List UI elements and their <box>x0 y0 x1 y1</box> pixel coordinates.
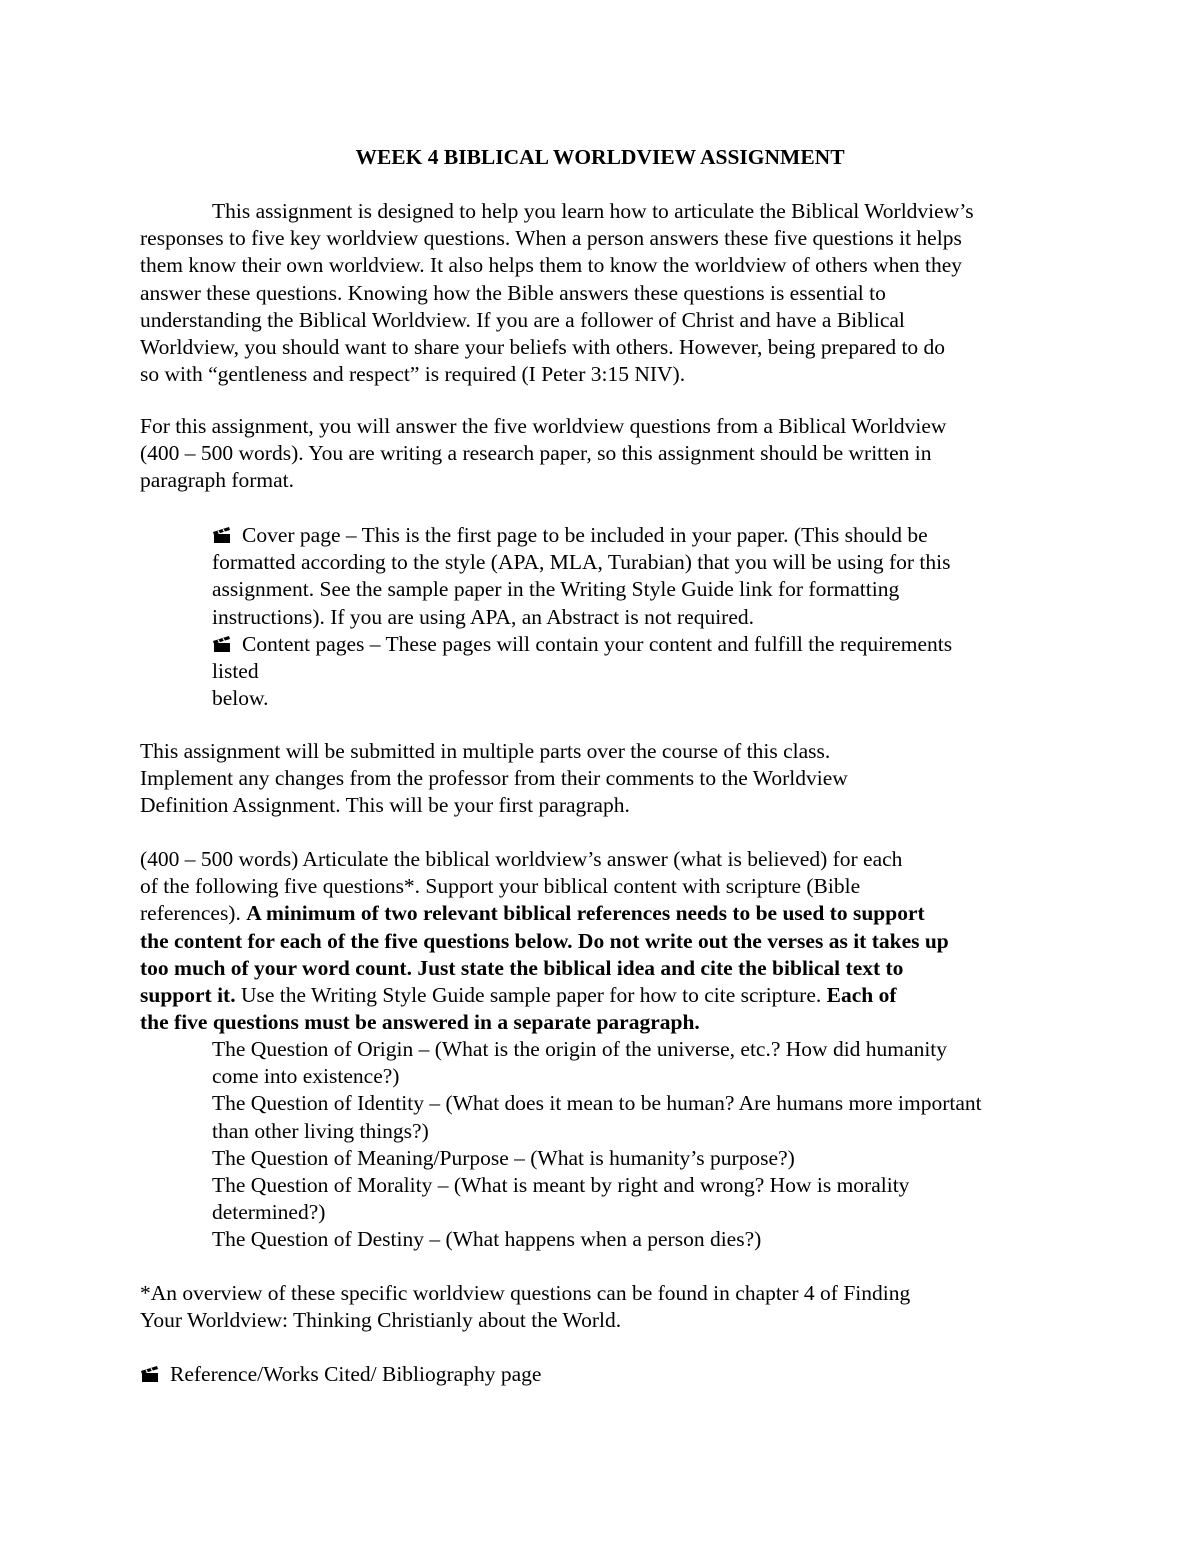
cover-page-line: instructions). If you are using APA, an Abstract is not required. <box>212 604 755 629</box>
assignment-paragraph <box>140 413 1070 495</box>
articulate-bold-line: the content for each of the five questions below. Do not write out the verses as it takes up <box>140 928 949 953</box>
articulate-line <box>140 982 1070 1009</box>
document-title: WEEK 4 BIBLICAL WORLDVIEW ASSIGNMENT <box>355 145 845 169</box>
articulate-bold-text: support it. <box>140 983 236 1008</box>
intro-line: answer these questions. Knowing how the Bible answers these questions is essential to <box>140 280 886 305</box>
content-pages-text: Content pages – These pages will contain your content and fulfill the requirements <box>242 632 953 656</box>
cover-page-line <box>212 522 1072 549</box>
articulate-bold-text: Each of <box>826 983 897 1008</box>
questions-list <box>212 1036 1072 1254</box>
question-line: than other living things?) <box>212 1118 429 1143</box>
intro-line: so with “gentleness and respect” is required (I Peter 3:15 NIV). <box>140 362 686 387</box>
question-line: The Question of Origin – (What is the origin of the universe, etc.? How did humanity <box>212 1037 948 1061</box>
intro-line: Worldview, you should want to share your beliefs with others. However, being prepared to do <box>140 335 946 360</box>
reference-line <box>140 1361 1070 1388</box>
intro-paragraph <box>140 198 1070 388</box>
intro-line: them know their own worldview. It also helps them to know the worldview of others when they <box>140 253 963 278</box>
articulate-text: Use the Writing Style Guide sample paper for how to cite scripture. <box>235 983 827 1008</box>
content-pages-line: below. <box>212 686 269 711</box>
cover-page-text: Cover page – This is the first page to be included in your paper. (This should be <box>242 523 928 547</box>
clapperboard-icon <box>212 526 234 544</box>
reference-item <box>140 1361 1070 1388</box>
intro-line: responses to five key worldview questions. When a person answers these five questions it helps <box>140 226 962 251</box>
articulate-line <box>140 900 1070 927</box>
overview-line: *An overview of these specific worldview questions can be found in chapter 4 of Finding <box>140 1281 911 1305</box>
submission-line: Definition Assignment. This will be your first paragraph. <box>140 793 630 818</box>
articulate-text: references). <box>140 901 247 926</box>
articulate-line: (400 – 500 words) Articulate the biblical worldview’s answer (what is believed) for each <box>140 847 903 871</box>
submission-line: Implement any changes from the professor from their comments to the Worldview <box>140 766 848 791</box>
intro-line: understanding the Biblical Worldview. If you are a follower of Christ and have a Biblical <box>140 307 905 332</box>
articulate-bold-text: A minimum of two relevant biblical references needs to be used to support <box>246 901 925 926</box>
assignment-line: paragraph format. <box>140 468 295 493</box>
question-line: The Question of Morality – (What is meant by right and wrong? How is morality <box>212 1173 910 1198</box>
overview-paragraph <box>140 1280 1070 1334</box>
question-line: The Question of Meaning/Purpose – (What is humanity’s purpose?) <box>212 1145 795 1170</box>
question-line: The Question of Destiny – (What happens when a person dies?) <box>212 1227 762 1252</box>
intro-line: This assignment is designed to help you learn how to articulate the Biblical Worldview’s <box>212 199 974 223</box>
submission-line: This assignment will be submitted in multiple parts over the course of this class. <box>140 739 831 763</box>
question-line: come into existence?) <box>212 1064 400 1089</box>
articulate-bold-line: the five questions must be answered in a separate paragraph. <box>140 1010 700 1035</box>
cover-page-line: formatted according to the style (APA, MLA, Turabian) that you will be using for this <box>212 550 951 575</box>
assignment-line: For this assignment, you will answer the five worldview questions from a Biblical Worldview <box>140 414 947 438</box>
clapperboard-icon <box>140 1365 162 1383</box>
question-line: determined?) <box>212 1200 326 1225</box>
assignment-line: (400 – 500 words). You are writing a research paper, so this assignment should be written in <box>140 441 932 466</box>
content-pages-line <box>212 631 1072 658</box>
articulate-line: of the following five questions*. Support your biblical content with scripture (Bible <box>140 874 861 899</box>
content-pages-item <box>212 631 1072 713</box>
articulate-bold-line: too much of your word count. Just state the biblical idea and cite the biblical text to <box>140 955 904 980</box>
clapperboard-icon <box>212 635 234 653</box>
cover-page-item <box>212 522 1072 631</box>
content-pages-line: listed <box>212 659 259 684</box>
articulate-paragraph <box>140 846 1070 1036</box>
reference-text: Reference/Works Cited/ Bibliography page <box>170 1362 542 1386</box>
cover-page-line: assignment. See the sample paper in the Writing Style Guide link for formatting <box>212 577 900 602</box>
question-line: The Question of Identity – (What does it mean to be human? Are humans more important <box>212 1091 982 1116</box>
submission-paragraph <box>140 738 1070 820</box>
overview-line: Your Worldview: Thinking Christianly about the World. <box>140 1308 622 1333</box>
